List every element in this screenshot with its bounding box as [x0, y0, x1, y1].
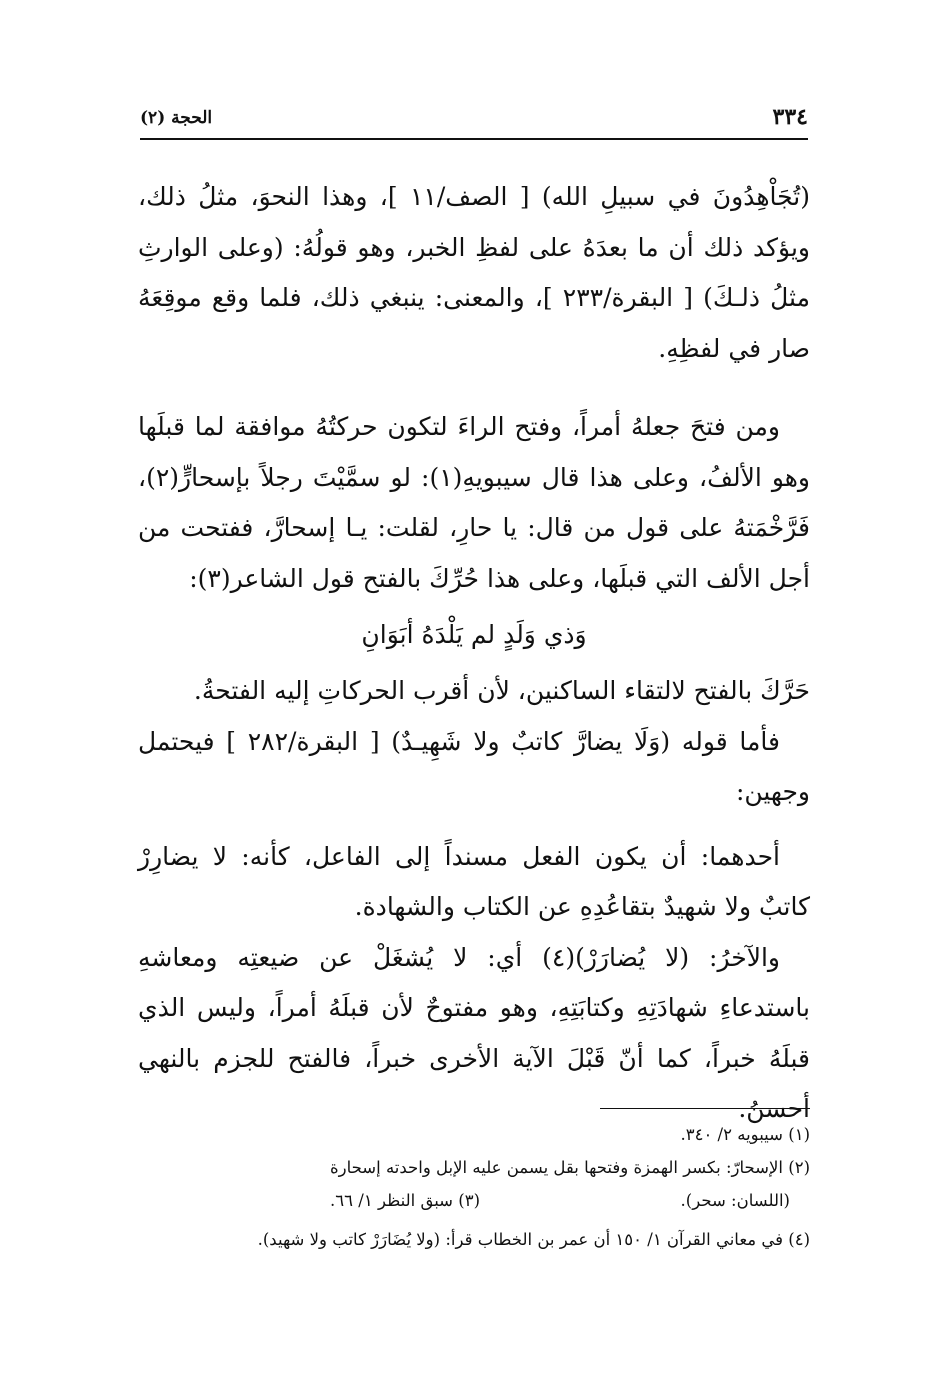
paragraph-4: فأما قوله (وَلَا يضارَّ كاتبٌ ولا شَهِيـدٌ) [ البقرة/٢٨٢ ] فيحتمل وجهين: [138, 726, 810, 806]
footnotes [138, 1118, 810, 1256]
paragraph-5: أحدهما: أن يكون الفعل مسنداً إلى الفاعل، كأنه: لا يضارِرْ كاتبٌ ولا شهيدٌ بتقاعُدِهِ عن الكتاب والشهادة. [138, 841, 810, 921]
paragraph-2: ومن فتحَ جعلهُ أمراً، وفتح الراءَ لتكون حركتُهُ موافقة لما قبلَها وهو الألفُ، وعلى هذا قال سيبويهِ(١): لو سمَّيْتَ رجلاً بإسحارٍّ(٢)، فَرَّخْمَتهُ على قول من قال: يا حارِ، لقلت: يـا إسحارَّ، ففتحت من أجل الألف التي قبلَها، وعلى هذا حُرِّكَ بالفتح قول الشاعر(٣): [138, 412, 810, 593]
running-title: الحجة (٢) [140, 108, 213, 128]
page-number: ٣٣٤ [772, 104, 808, 130]
footnote-row [138, 1184, 810, 1217]
footnote-3: (٣) سبق النظر ١/ ٦٦. [330, 1191, 480, 1210]
footnote-2-continuation: (اللسان: سحر). [680, 1191, 790, 1210]
poetry-verse: وَذي وَلَدٍ لم يَلْدَهُ أبَوَانِ [361, 620, 587, 649]
main-text [138, 172, 810, 1135]
footnote-4: (٤) في معاني القرآن ١/ ١٥٠ أن عمر بن الخطاب قرأ: (ولا يُضَارَرْ كاتب ولا شهيد). [257, 1230, 810, 1249]
paragraph-3: حَرَّكَ بالفتح لالتقاء الساكنين، لأن أقرب الحركاتِ إليه الفتحةُ. [193, 676, 810, 705]
paragraph-1: (تُجَاْهِدُونَ في سبيلِ الله) [ الصف/١١ ]، وهذا النحوَ، مثلُ ذلك، ويؤكد ذلك أن ما بعدَهُ على لفظِ الخبر، وهو قولُهُ: (وعلى الوارثِ مثلُ ذلـكَ) [ البقرة/٢٣٣ ]، والمعنى: ينبغي ذلك، فلما وقع موقِعَهُ صار في لفظِهِ. [138, 182, 810, 363]
paragraph-6: والآخرُ: (لا يُضارَرْ)(٤) أي: لا يُشغَلْ عن ضيعتِه ومعاشهِ باستدعاءِ شهادَتِهِ وكتابَتِهِ، وهو مفتوحٌ لأن قبلَهُ أمراً، وليس الذي قبلَهُ خبراً، كما أنّ قَبْلَ الآية الأخرى خبراً، فالفتح للجزم بالنهي أحسنُ. [138, 942, 810, 1123]
page-header [140, 102, 808, 140]
footnote-divider [600, 1108, 810, 1109]
footnote-2: (٢) الإسحارّ: بكسر الهمزة وفتحها بقل يسمن عليه الإبل واحدته إسحارة [330, 1158, 810, 1177]
footnote-1: (١) سيبويه ٢/ ٣٤٠. [680, 1125, 810, 1144]
